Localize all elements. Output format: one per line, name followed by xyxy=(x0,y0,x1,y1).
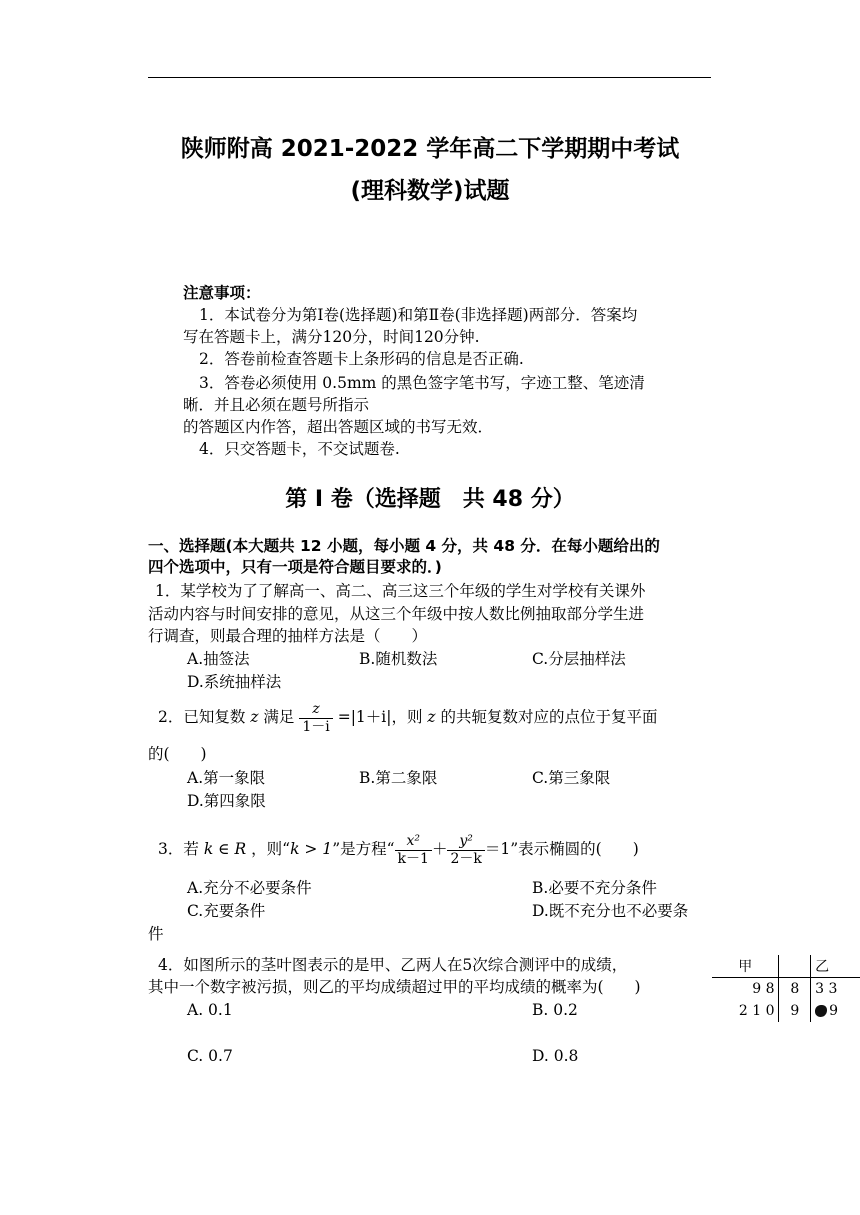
stem-leaf-row1-left: 9 8 xyxy=(752,981,775,997)
q3-fraction-2 xyxy=(447,833,484,868)
q4-option-b: B. 0.2 xyxy=(532,1001,578,1019)
stem-leaf-row2-right: 9 xyxy=(829,1003,839,1019)
q1-option-d: D.系统抽样法 xyxy=(187,673,282,691)
q3-cond2: k > 1 xyxy=(290,840,333,858)
notice-item-3-cont: 晰．并且必须在题号所指示 xyxy=(183,396,370,414)
q4-line2: 其中一个数字被污损，则乙的平均成绩超过甲的平均成绩的概率为( ) xyxy=(148,978,641,996)
q1-option-c: C.分层抽样法 xyxy=(532,650,626,668)
q4-option-a: A. 0.1 xyxy=(187,1001,233,1019)
stem-leaf-row2-stem: 9 xyxy=(779,1000,811,1022)
stem-leaf-row1-right: 3 3 xyxy=(815,981,838,997)
q2-option-a: A.第一象限 xyxy=(187,769,266,787)
q2-mid: 满足 xyxy=(263,708,295,726)
notice-item-4: 4．只交答题卡，不交试题卷. xyxy=(199,440,400,458)
q3-frac2-denominator: 2－k xyxy=(450,850,482,867)
stem-leaf-header-stem xyxy=(779,955,811,978)
notice-item-2: 2．答卷前检查答题卡上条形码的信息是否正确. xyxy=(199,350,524,368)
stem-leaf-plot xyxy=(712,955,860,1022)
stem-leaf-row1-stem: 8 xyxy=(779,978,811,1001)
q1-option-b: B.随机数法 xyxy=(359,650,438,668)
q3-plus: ＋ xyxy=(431,840,448,858)
q3-option-c: C.充要条件 xyxy=(187,902,266,920)
q4-option-c: C. 0.7 xyxy=(187,1047,233,1065)
q2-fraction xyxy=(299,701,332,736)
stem-leaf-header-right: 乙 xyxy=(815,959,830,975)
q4-line1: 4．如图所示的茎叶图表示的是甲、乙两人在5次综合测评中的成绩， xyxy=(158,956,628,974)
stem-leaf-header-left: 甲 xyxy=(738,959,753,975)
q2-option-d: D.第四象限 xyxy=(187,792,266,810)
q3-eq: ＝1 xyxy=(484,840,511,858)
q3-option-d-cont: 件 xyxy=(148,925,164,943)
q2-z2: z xyxy=(427,708,436,726)
stem-leaf-row2-left: 2 1 0 xyxy=(738,1003,775,1019)
q2-eq: =|1＋i|，则 xyxy=(337,708,423,726)
q2-frac-denominator: 1－i xyxy=(302,718,330,735)
q3-fraction-1 xyxy=(395,833,432,868)
notice-item-3: 3．答卷必须使用 0.5mm 的黑色签字笔书写，字迹工整、笔迹清 xyxy=(199,374,645,392)
q3-frac1-denominator: k－1 xyxy=(397,850,429,867)
q3-option-b: B.必要不充分条件 xyxy=(532,879,657,897)
q3-option-a: A.充分不必要条件 xyxy=(187,879,312,897)
q2-stem xyxy=(158,697,658,737)
q2-post: 的共轭复数对应的点位于复平面 xyxy=(440,708,658,726)
notice-item-1-cont: 写在答题卡上，满分120分，时间120分钟. xyxy=(183,328,480,346)
q2-option-b: B.第二象限 xyxy=(359,769,438,787)
smudge-icon xyxy=(815,1005,827,1017)
q4-option-d: D. 0.8 xyxy=(532,1047,579,1065)
q3-stem xyxy=(158,826,639,872)
q2-option-c: C.第三象限 xyxy=(532,769,611,787)
section-title: 第 Ⅰ 卷（选择题 共 48 分） xyxy=(285,487,575,512)
q3-mid: ，则“ xyxy=(251,840,291,858)
q3-pre: 3．若 xyxy=(158,840,199,858)
q3-cond1: k ∈ R xyxy=(203,840,247,858)
exam-title-line2: (理科数学)试题 xyxy=(350,178,510,204)
q3-option-d: D.既不充分也不必要条 xyxy=(532,902,689,920)
notice-heading: 注意事项： xyxy=(183,284,261,302)
part-intro-line2: 四个选项中，只有一项是符合题目要求的．) xyxy=(148,558,442,576)
q3-mid2: ”是方程“ xyxy=(332,840,395,858)
q2-line2: 的( ) xyxy=(148,745,207,763)
q1-line1: 1．某学校为了了解高一、高二、高三这三个年级的学生对学校有关课外 xyxy=(155,582,646,600)
notice-item-3-cont2: 的答题区内作答，超出答题区域的书写无效． xyxy=(183,418,494,436)
q2-pre: 2．已知复数 xyxy=(158,708,246,726)
exam-title-line1: 陕师附高 2021-2022 学年高二下学期期中考试 xyxy=(180,136,680,162)
q3-frac2-numerator: y² xyxy=(447,833,484,851)
q3-post: ”表示椭圆的( ) xyxy=(510,840,639,858)
notice-item-1: 1．本试卷分为第Ⅰ卷(选择题)和第Ⅱ卷(非选择题)两部分．答案均 xyxy=(199,306,638,324)
q3-frac1-numerator: x² xyxy=(395,833,432,851)
part-intro-line1: 一、选择题(本大题共 12 小题，每小题 4 分，共 48 分．在每小题给出的 xyxy=(148,537,660,555)
stem-leaf-table xyxy=(712,955,860,1022)
q2-frac-numerator: z xyxy=(299,701,332,719)
q1-line2: 活动内容与时间安排的意见，从这三个年级中按人数比例抽取部分学生进 xyxy=(148,605,645,623)
stem-leaf-row2-right-cell xyxy=(811,1000,860,1022)
top-rule xyxy=(148,77,711,78)
q1-line3: 行调查，则最合理的抽样方法是（ ） xyxy=(148,627,428,645)
q2-z: z xyxy=(250,708,259,726)
q1-option-a: A.抽签法 xyxy=(187,650,250,668)
